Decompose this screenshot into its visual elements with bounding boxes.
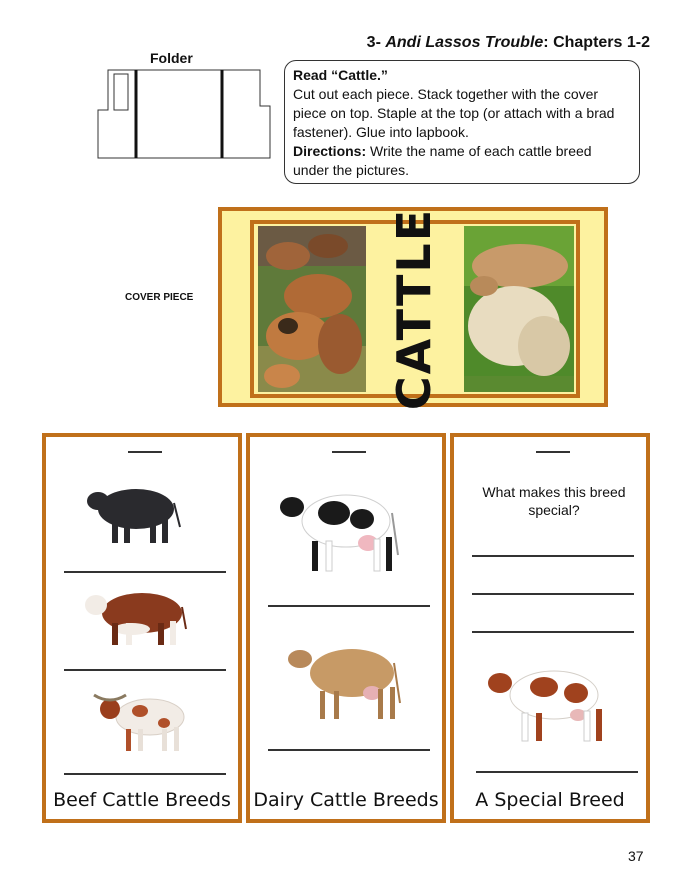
cover-title-text: CATTLE <box>387 207 441 411</box>
special-breed-question: What makes this breed special? <box>482 484 626 518</box>
holstein-cow-image <box>276 483 406 575</box>
folder-label: Folder <box>150 50 193 66</box>
answer-line <box>476 771 638 773</box>
cattle-closeup-photo <box>464 226 574 392</box>
staple-mark <box>332 451 366 453</box>
special-breed-label: A Special Breed <box>475 789 625 811</box>
texas-longhorn-image <box>90 687 190 753</box>
cover-piece-label: COVER PIECE <box>125 292 194 303</box>
cover-title <box>366 207 462 411</box>
answer-line <box>268 749 430 751</box>
answer-line <box>268 605 430 607</box>
staple-mark <box>536 451 570 453</box>
page-number: 37 <box>628 848 644 864</box>
instructions-body: Cut out each piece. Stack together with the cover piece on top. Staple at the top (or attach with a brad fastener). Glue into lapbook. <box>293 86 615 140</box>
jersey-cow-image <box>286 633 404 721</box>
answer-line <box>64 773 226 775</box>
read-label: Read “Cattle.” <box>293 67 388 83</box>
answer-line <box>472 555 634 557</box>
dairy-cattle-label: Dairy Cattle Breeds <box>253 789 439 811</box>
dairy-cattle-panel <box>246 433 446 823</box>
answer-line <box>472 631 634 633</box>
beef-cattle-label: Beef Cattle Breeds <box>53 789 231 811</box>
answer-line <box>64 669 226 671</box>
black-angus-cow-image <box>84 479 186 547</box>
title-rest: : Chapters 1-2 <box>543 34 650 51</box>
folder-diagram <box>94 66 274 162</box>
staple-mark <box>128 451 162 453</box>
answer-line <box>64 571 226 573</box>
title-number: 3- <box>366 34 386 51</box>
hereford-cow-image <box>82 583 192 647</box>
ayrshire-cow-image <box>484 655 612 745</box>
directions-label: Directions: <box>293 143 367 159</box>
directions-text: Write the name of each cattle breed under the pictures. <box>293 143 592 178</box>
instructions-box <box>284 60 640 184</box>
cattle-herd-photo <box>258 226 366 392</box>
beef-cattle-panel <box>42 433 242 823</box>
title-book: Andi Lassos Trouble <box>385 34 544 51</box>
page-title <box>300 34 650 52</box>
answer-line <box>472 593 634 595</box>
special-breed-panel <box>450 433 650 823</box>
